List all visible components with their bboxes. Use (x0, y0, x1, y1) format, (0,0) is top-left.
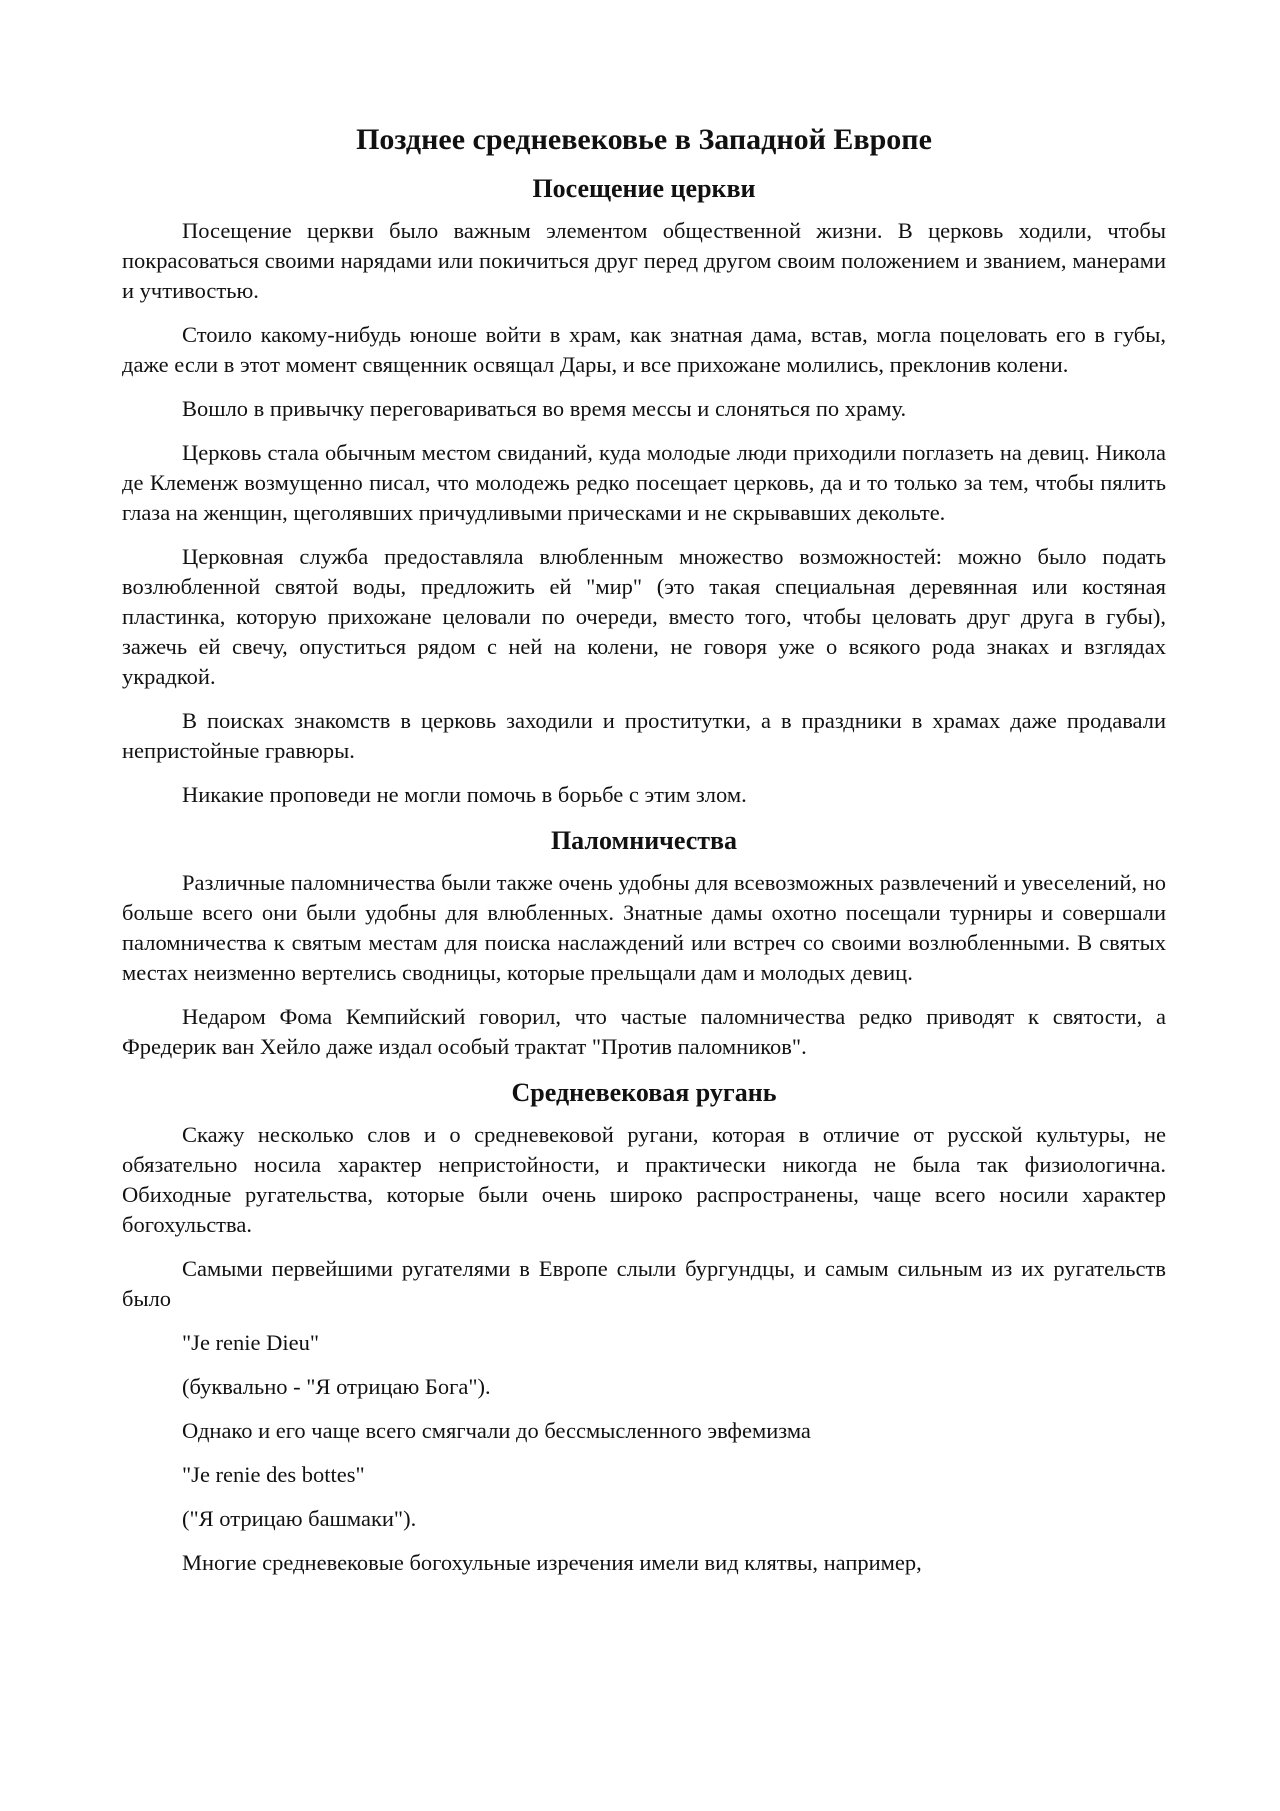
paragraph: Стоило какому-нибудь юноше войти в храм, как знатная дама, встав, могла поцеловать его в губы, даже если в этот момент священник освящал Дары, и все прихожане молились, преклонив колени. (122, 322, 1166, 377)
paragraph: Никакие проповеди не могли помочь в борьбе с этим злом. (182, 782, 747, 807)
section-pilgrimages (122, 824, 1166, 1062)
quote-line: ("Я отрицаю башмаки"). (182, 1506, 417, 1531)
paragraph: Скажу несколько слов и о средневековой ругани, которая в отличие от русской культуры, не обязательно носила характер непристойности, и практически никогда не была так физиологична. Обиходные ругательства, которые были очень широко распространены, чаще всего носили характер богохульства. (122, 1122, 1166, 1237)
document-page (122, 120, 1166, 1592)
paragraph: Церковная служба предоставляла влюбленным множество возможностей: можно было подать возлюбленной святой воды, предложить ей "мир" (это такая специальная деревянная или костяная пластинка, которую прихожане целовали по очереди, вместо того, чтобы целовать друг друга в губы), зажечь ей свечу, опуститься рядом с ней на колени, не говоря уже о всякого рода знаках и взглядах украдкой. (122, 544, 1166, 689)
document-title: Позднее средневековье в Западной Европе (356, 123, 932, 156)
quote-line: (буквально - "Я отрицаю Бога"). (182, 1374, 491, 1399)
paragraph: Вошло в привычку переговариваться во время мессы и слоняться по храму. (182, 396, 907, 421)
paragraph: Различные паломничества были также очень удобны для всевозможных развлечений и увеселений, но больше всего они были удобны для влюбленных. Знатные дамы охотно посещали турниры и совершали паломничества к святым местам для поиска наслаждений или встреч со своими возлюбленными. В святых местах неизменно вертелись сводницы, которые прельщали дам и молодых девиц. (122, 870, 1166, 985)
paragraph: Многие средневековые богохульные изречения имели вид клятвы, например, (182, 1550, 922, 1575)
quote-line: "Je renie Dieu" (182, 1330, 320, 1355)
paragraph: Однако и его чаще всего смягчали до бессмысленного эвфемизма (182, 1418, 811, 1443)
paragraph: В поисках знакомств в церковь заходили и проститутки, а в праздники в храмах даже продавали непристойные гравюры. (122, 708, 1166, 763)
section-heading: Средневековая ругань (511, 1078, 777, 1107)
paragraph: Недаром Фома Кемпийский говорил, что частые паломничества редко приводят к святости, а Фредерик ван Хейло даже издал особый трактат "Против паломников". (122, 1004, 1166, 1059)
section-heading: Паломничества (550, 826, 738, 855)
section-heading: Посещение церкви (532, 174, 756, 203)
quote-line: "Je renie des bottes" (182, 1462, 365, 1487)
paragraph: Посещение церкви было важным элементом общественной жизни. В церковь ходили, чтобы покрасоваться своими нарядами или покичиться друг перед другом своим положением и званием, манерами и учтивостью. (122, 218, 1166, 303)
section-medieval-swearing (122, 1076, 1166, 1578)
paragraph: Церковь стала обычным местом свиданий, куда молодые люди приходили поглазеть на девиц. Никола де Клеменж возмущенно писал, что молодежь редко посещает церковь, да и то только за тем, чтобы пялить глаза на женщин, щеголявших причудливыми прическами и не скрывавших декольте. (122, 440, 1166, 525)
paragraph: Самыми первейшими ругателями в Европе слыли бургундцы, и самым сильным из их ругательств было (122, 1256, 1166, 1311)
section-church-attendance (122, 172, 1166, 810)
